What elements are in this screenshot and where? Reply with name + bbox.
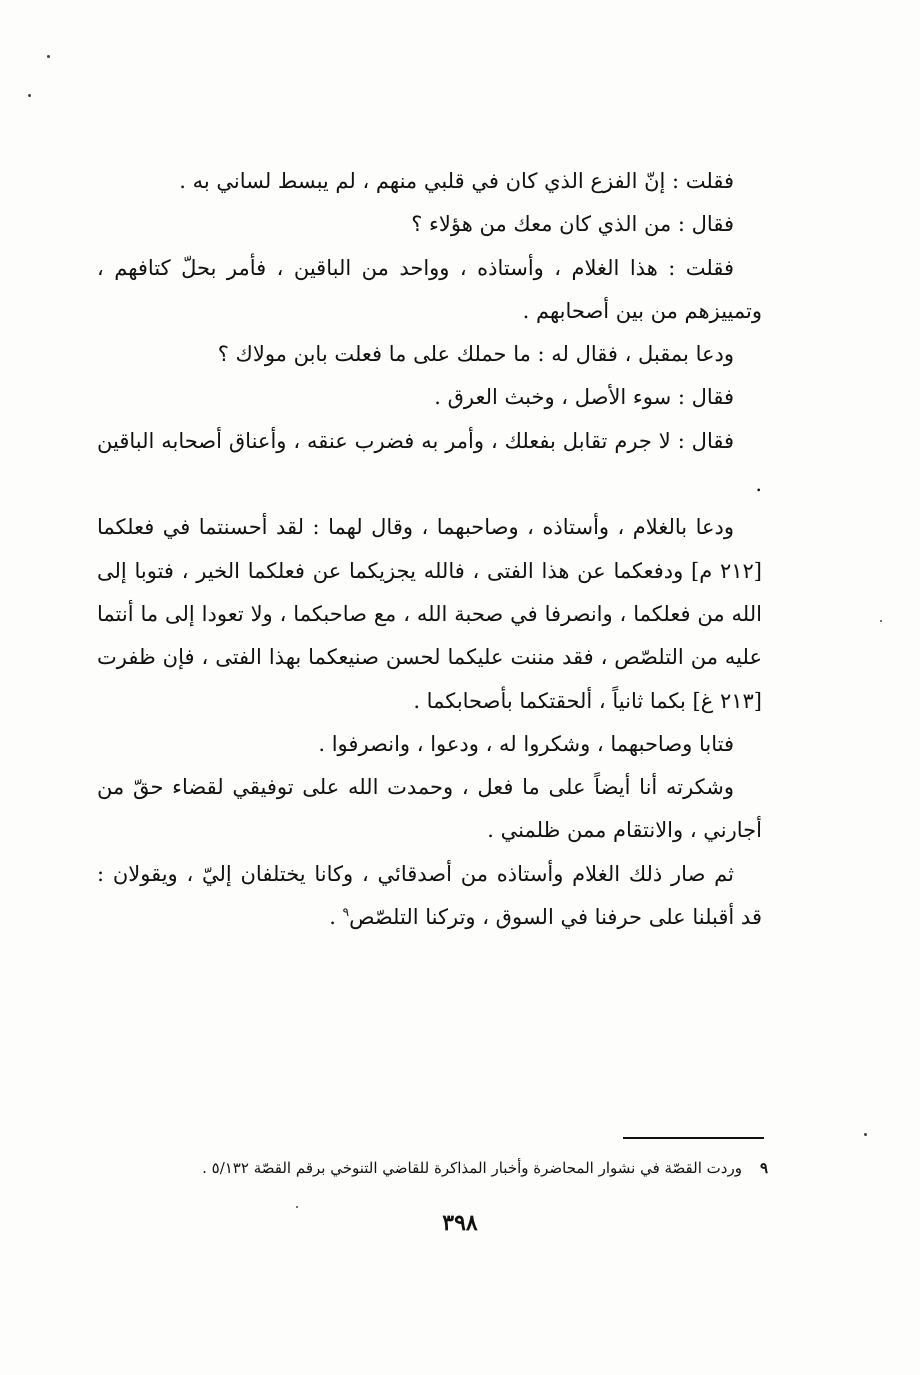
footnote: [148, 1156, 768, 1180]
paragraph-1: فقلت : إنّ الفزع الذي كان في قلبي منهم ، لم يبسط لساني به .: [179, 169, 734, 193]
paragraph-7-part-2: ودفعكما عن هذا الفتى ، فالله يجزيكما عن فعلكما الخير ، فتوبا إلى الله من فعلكما ، وانصرفا في صحبة الله ، مع صاحبكما ، ولا تعودا إلى ما أنتما عليه من التلصّص ، فقد مننت عليكما لحسن صنيعكما بهذا الفتى ، فإن ظفرت: [97, 558, 762, 670]
paragraph-10: [97, 853, 762, 940]
manuscript-ref-213: [٢١٣ غ]: [692, 688, 762, 713]
paragraph-5: فقال : سوء الأصل ، وخبث العرق .: [434, 385, 734, 410]
paragraph-9: وشكرته أنا أيضاً على ما فعل ، وحمدت الله على توفيقي لقضاء حقّ من أجارني ، والانتقام ممن ظلمني .: [97, 775, 762, 843]
paragraph-2: فقال : من الذي كان معك من هؤلاء ؟: [411, 212, 734, 237]
footnote-text: وردت القصّة في نشوار المحاضرة وأخبار المذاكرة للقاضي التنوخي برقم القصّة ٥/١٣٢ .: [202, 1159, 742, 1177]
footnote-marker[interactable]: ٩: [342, 905, 350, 920]
paragraph-10-text: ثم صار ذلك الغلام وأستاذه من أصدقائي ، وكانا يختلفان إليّ ، ويقولان : قد أقبلنا على حرفنا في السوق ، وتركنا التلصّص: [97, 861, 762, 930]
paragraph-3: فقلت : هذا الغلام ، وأستاذه ، وواحد من الباقين ، فأمر بحلّ كتافهم ، وتمييزهم من بين أصحابهم .: [97, 255, 762, 323]
footnote-number: ٩: [759, 1159, 768, 1177]
paragraph-4: ودعا بمقبل ، فقال له : ما حملك على ما فعلت بابن مولاك ؟: [217, 342, 734, 367]
scan-speck: [864, 1133, 867, 1136]
paragraph-7-part-3: بكما ثانياً ، ألحقتكما بأصحابكما .: [413, 688, 693, 713]
paragraph-7-part-1: ودعا بالغلام ، وأستاذه ، وصاحبهما ، وقال لهما : لقد أحسنتما في فعلكما: [97, 515, 734, 540]
paragraph-8: فتابا وصاحبهما ، وشكروا له ، ودعوا ، وانصرفوا .: [318, 731, 734, 756]
scan-speck: [296, 1206, 298, 1208]
main-text: [97, 160, 762, 939]
manuscript-ref-212: [٢١٢ م]: [691, 558, 762, 583]
paragraph-10-end: .: [329, 905, 343, 930]
paragraph-6: فقال : لا جرم تقابل بفعلك ، وأمر به فضرب عنقه ، وأعناق أصحابه الباقين .: [97, 428, 762, 497]
scan-speck: [28, 94, 31, 97]
scan-speck: [47, 55, 50, 58]
scan-speck: [880, 620, 882, 622]
footnote-separator: [623, 1137, 764, 1139]
paragraph-7: [97, 506, 762, 722]
page-number: ٣٩٨: [442, 1210, 478, 1236]
